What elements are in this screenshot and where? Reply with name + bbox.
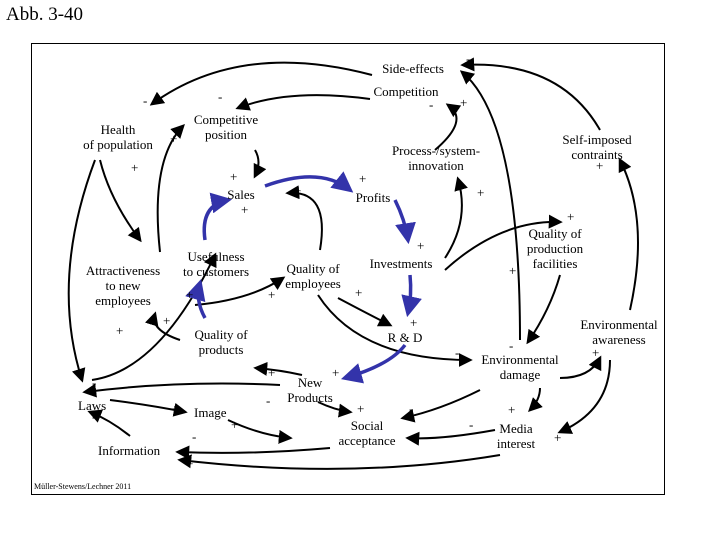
arrow-quality-products-to-usefulness (198, 283, 205, 318)
sign-plus: + (268, 287, 276, 302)
node-quality-products-line-1: Quality of (194, 327, 248, 342)
sign-plus: + (567, 209, 575, 224)
arrow-env-awareness-to-self-imposed (620, 160, 638, 310)
node-quality-employees (285, 261, 341, 291)
arrow-quality-facilities-to-env-damage (528, 275, 560, 342)
arrow-media-to-social-acceptance (408, 430, 495, 438)
node-environmental-damage (481, 352, 558, 382)
arrow-env-awareness-to-media (560, 360, 610, 432)
arrow-investments-to-rd (408, 275, 411, 313)
arrow-competitive-position-to-sales (255, 150, 259, 176)
arrow-media-to-information (180, 455, 500, 469)
node-attractiveness (86, 263, 160, 308)
node-attractiveness-line-1: Attractiveness (85, 263, 161, 278)
node-usefulness-line-2: to customers (182, 264, 250, 279)
node-health-line-1: Health (100, 122, 136, 137)
sign-plus: + (596, 158, 604, 173)
arrow-profits-to-investments (395, 200, 408, 240)
sign-plus: + (241, 202, 249, 217)
sign-plus: + (171, 401, 179, 416)
node-social-acceptance (338, 418, 395, 448)
sign-minus: - (429, 97, 434, 112)
node-media-interest-line-1: Media (499, 421, 533, 436)
arrow-investments-to-process-innovation (445, 179, 462, 258)
sign-minus: - (192, 429, 197, 444)
sign-plus: + (278, 429, 286, 444)
node-environmental-awareness-line-2: awareness (592, 332, 646, 347)
node-new-products (287, 375, 333, 405)
sign-plus: + (381, 315, 389, 330)
sign-plus: + (131, 160, 139, 175)
node-environmental-damage-line-1: Environmental (481, 352, 559, 367)
sign-plus: + (592, 345, 600, 360)
node-quality-facilities-line-3: facilities (532, 256, 578, 271)
sign-plus: + (170, 131, 178, 146)
node-new-products-line-1: New (297, 375, 323, 390)
arrow-env-damage-to-social-acceptance (403, 390, 480, 418)
sign-plus: + (332, 365, 340, 380)
node-quality-facilities-line-1: Quality of (528, 226, 582, 241)
node-quality-employees-line-2: employees (285, 276, 341, 291)
node-process-innovation-line-1: Process-/system- (391, 143, 481, 158)
arrow-new-products-to-quality-products (256, 368, 302, 375)
sign-plus: + (116, 323, 124, 338)
node-image: Image (194, 405, 227, 420)
sign-minus: - (92, 375, 97, 390)
node-usefulness-line-1: Usefulness (187, 249, 245, 264)
node-self-imposed-line-1: Self-imposed (562, 132, 632, 147)
sign-plus: + (163, 313, 171, 328)
node-social-acceptance-line-2: acceptance (338, 433, 396, 448)
sign-plus: + (460, 95, 468, 110)
arrow-social-acceptance-to-information (178, 448, 330, 453)
sign-minus: - (218, 89, 223, 104)
sign-plus: + (294, 183, 302, 198)
node-environmental-awareness (580, 317, 657, 347)
sign-plus: + (186, 287, 194, 302)
arrow-side-effects-to-health (152, 63, 372, 104)
node-social-acceptance-line-1: Social (350, 418, 384, 433)
node-health-line-2: of population (83, 137, 153, 152)
node-investments: Investments (369, 256, 433, 271)
node-media-interest-line-2: interest (496, 436, 536, 451)
node-attractiveness-line-3: employees (95, 293, 151, 308)
sign-plus: + (410, 315, 418, 330)
node-quality-facilities (527, 226, 583, 271)
node-quality-products-line-2: products (198, 342, 244, 357)
sign-plus: + (230, 169, 238, 184)
node-competitive-position-line-1: Competitive (193, 112, 259, 127)
arrow-env-damage-to-media (530, 388, 540, 410)
node-side-effects: Side-effects (382, 61, 444, 76)
node-information: Information (98, 443, 161, 458)
sign-minus: - (455, 345, 460, 360)
sign-plus: + (359, 171, 367, 186)
sign-plus: + (509, 263, 517, 278)
node-new-products-line-2: Products (287, 390, 333, 405)
node-competition: Competition (373, 84, 439, 99)
arrow-env-damage-to-side-effects (462, 72, 520, 340)
sign-minus: - (466, 51, 471, 66)
arrow-sales-to-profits (265, 177, 350, 190)
sign-minus: - (266, 393, 271, 408)
node-media-interest (497, 421, 535, 451)
arrow-new-products-to-laws (85, 384, 280, 392)
node-quality-employees-line-1: Quality of (286, 261, 340, 276)
node-laws: Laws (78, 398, 107, 413)
sign-minus: - (509, 338, 514, 353)
arrow-quality-employees-to-env-damage (318, 295, 470, 360)
source-credit: Müller-Stewens/Lechner 2011 (34, 482, 132, 491)
node-health (83, 122, 153, 152)
node-attractiveness-line-2: to new (105, 278, 141, 293)
sign-plus: + (268, 365, 276, 380)
sign-minus: - (469, 417, 474, 432)
sign-plus: + (355, 285, 363, 300)
node-sales: Sales (227, 187, 255, 202)
node-process-innovation (392, 143, 480, 173)
sign-plus: + (231, 417, 239, 432)
node-environmental-damage-line-2: damage (499, 367, 541, 382)
sign-plus: + (508, 402, 516, 417)
node-environmental-awareness-line-1: Environmental (580, 317, 658, 332)
node-quality-products (194, 327, 247, 357)
sign-minus: - (409, 401, 414, 416)
sign-plus: + (357, 401, 365, 416)
node-competitive-position-line-2: position (205, 127, 247, 142)
arrow-quality-employees-to-sales (288, 193, 322, 250)
node-usefulness (183, 249, 249, 279)
sign-plus: + (554, 430, 562, 445)
node-profits: Profits (355, 190, 391, 205)
arrow-competition-to-competitive-position (238, 95, 370, 108)
sign-plus: + (186, 456, 194, 471)
sign-plus: + (477, 185, 485, 200)
arrow-usefulness-to-sales (204, 200, 228, 240)
sign-plus: + (417, 238, 425, 253)
sign-minus: - (143, 93, 148, 108)
node-self-imposed-line-2: contraints (571, 147, 623, 162)
node-process-innovation-line-2: innovation (408, 158, 464, 173)
node-quality-facilities-line-2: production (526, 241, 584, 256)
sign-minus: - (92, 409, 97, 424)
node-competitive-position (194, 112, 258, 142)
node-r-and-d: R & D (387, 330, 423, 345)
arrow-env-damage-to-env-awareness (560, 358, 600, 378)
figure-label: Abb. 3-40 (6, 4, 84, 25)
